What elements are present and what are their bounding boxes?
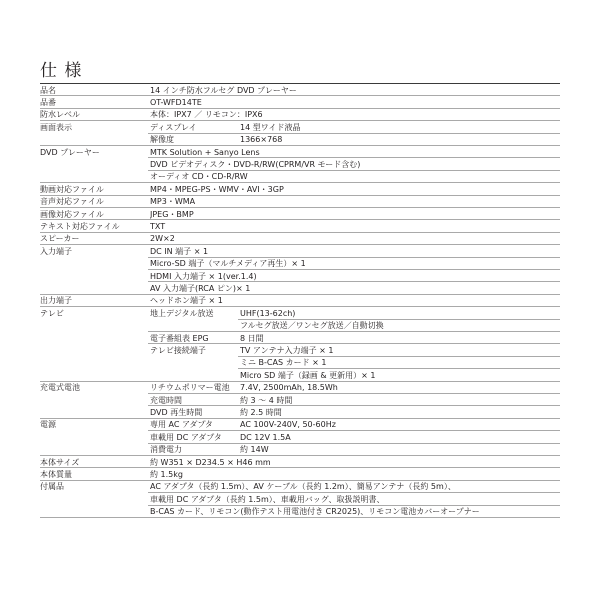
spec-row xyxy=(0,257,600,269)
spec-row xyxy=(0,319,600,331)
spec-row xyxy=(0,270,600,282)
spec-value: AV 入力端子(RCA ピン)× 1 xyxy=(150,283,251,293)
spec-label: 入力端子 xyxy=(40,246,72,256)
spec-value: 約 W351 × D234.5 × H46 mm xyxy=(150,457,271,467)
spec-row xyxy=(0,158,600,170)
spec-row xyxy=(0,96,600,108)
spec-row xyxy=(0,282,600,294)
spec-row xyxy=(0,84,600,96)
spec-value: UHF(13-62ch) xyxy=(240,308,296,318)
spec-value: 7.4V, 2500mAh, 18.5Wh xyxy=(240,383,338,393)
spec-sublabel: 専用 AC アダプタ xyxy=(150,420,213,430)
spec-row xyxy=(0,505,600,517)
spec-row xyxy=(0,456,600,468)
spec-value: 約 14W xyxy=(240,445,269,455)
spec-row xyxy=(0,307,600,319)
spec-value: 14 インチ防水フルセグ DVD プレーヤー xyxy=(150,85,297,95)
spec-label: 電源 xyxy=(40,420,56,430)
spec-label: テレビ xyxy=(40,308,64,318)
spec-row xyxy=(0,232,600,244)
spec-value: HDMI 入力端子 × 1(ver.1.4) xyxy=(150,271,257,281)
spec-label: 音声対応ファイル xyxy=(40,197,104,207)
spec-value: 1366×768 xyxy=(240,135,283,145)
spec-row xyxy=(0,468,600,480)
spec-value: 2W×2 xyxy=(150,234,175,244)
spec-sublabel: 電子番組表 EPG xyxy=(150,333,209,343)
spec-row xyxy=(0,294,600,306)
spec-row xyxy=(0,121,600,133)
spec-value: ヘッドホン端子 × 1 xyxy=(150,296,223,306)
spec-sublabel: テレビ接続端子 xyxy=(150,345,206,355)
spec-label: 品番 xyxy=(40,97,56,107)
spec-value: Micro-SD 端子（マルチメディア再生）× 1 xyxy=(150,259,306,269)
spec-value: 車載用 DC アダプタ（長約 1.5m）、車載用バッグ、取扱説明書、 xyxy=(150,494,385,504)
spec-row xyxy=(0,381,600,393)
spec-row xyxy=(0,245,600,257)
spec-row xyxy=(0,195,600,207)
spec-row xyxy=(0,443,600,455)
spec-value: OT-WFD14TE xyxy=(150,97,202,107)
spec-row xyxy=(0,208,600,220)
spec-label: 品名 xyxy=(40,85,56,95)
spec-label: DVD プレーヤー xyxy=(40,147,100,157)
spec-value: TXT xyxy=(150,221,166,231)
spec-value: Micro SD 端子（録画 & 更新用）× 1 xyxy=(240,370,376,380)
spec-row xyxy=(0,133,600,145)
spec-value: DC IN 端子 × 1 xyxy=(150,246,209,256)
spec-value: 約 1.5kg xyxy=(150,469,183,479)
spec-row xyxy=(0,220,600,232)
spec-row xyxy=(0,480,600,492)
spec-sublabel: リチウムポリマー電池 xyxy=(150,383,230,393)
spec-value: AC アダプタ（長約 1.5m）、AV ケーブル（長約 1.2m）、簡易アンテナ（長約 5m）、 xyxy=(150,482,456,492)
spec-row xyxy=(0,344,600,356)
spec-sublabel: 消費電力 xyxy=(150,445,182,455)
spec-value: 約 2.5 時間 xyxy=(240,407,282,417)
spec-row xyxy=(0,418,600,430)
spec-label: 画面表示 xyxy=(40,122,72,132)
spec-label: 防水レベル xyxy=(40,110,80,120)
spec-value: DC 12V 1.5A xyxy=(240,432,291,442)
spec-value: 本体：IPX7 ／ リモコン：IPX6 xyxy=(150,110,263,120)
spec-row xyxy=(0,146,600,158)
page-title: 仕 様 xyxy=(40,61,83,81)
spec-row xyxy=(0,369,600,381)
spec-row xyxy=(0,493,600,505)
spec-row xyxy=(0,431,600,443)
spec-value: 約 3 ～ 4 時間 xyxy=(240,395,293,405)
spec-value: オーディオ CD・CD-R/RW xyxy=(150,172,248,182)
spec-value: フルセグ放送／ワンセグ放送／自動切換 xyxy=(240,321,384,331)
spec-sublabel: 地上デジタル放送 xyxy=(150,308,214,318)
spec-row xyxy=(0,170,600,182)
spec-label: 充電式電池 xyxy=(40,383,80,393)
spec-row xyxy=(0,108,600,120)
spec-sublabel: 車載用 DC アダプタ xyxy=(150,432,222,442)
spec-value: 14 型ワイド液晶 xyxy=(240,122,301,132)
spec-label: 画像対応ファイル xyxy=(40,209,104,219)
spec-row xyxy=(0,394,600,406)
spec-value: AC 100V-240V, 50-60Hz xyxy=(240,420,336,430)
spec-row xyxy=(0,356,600,368)
spec-label: 本体サイズ xyxy=(40,457,80,467)
spec-value: JPEG・BMP xyxy=(150,209,194,219)
spec-value: TV アンテナ入力端子 × 1 xyxy=(240,345,334,355)
row-divider xyxy=(40,517,560,518)
spec-sublabel: ディスプレイ xyxy=(150,122,197,132)
spec-sublabel: 充電時間 xyxy=(150,395,182,405)
spec-value: 8 日間 xyxy=(240,333,264,343)
spec-label: 動画対応ファイル xyxy=(40,184,104,194)
spec-value: B-CAS カード、リモコン(動作テスト用電池付き CR2025)、リモコン電池カバーオープナー xyxy=(150,507,480,517)
spec-value: ミニ B-CAS カード × 1 xyxy=(240,358,327,368)
spec-sublabel: 解像度 xyxy=(150,135,174,145)
spec-row xyxy=(0,332,600,344)
spec-row xyxy=(0,406,600,418)
spec-value: MTK Solution + Sanyo Lens xyxy=(150,147,260,157)
spec-sublabel: DVD 再生時間 xyxy=(150,407,203,417)
spec-label: スピーカー xyxy=(40,234,80,244)
spec-row xyxy=(0,183,600,195)
spec-label: テキスト対応ファイル xyxy=(40,221,120,231)
spec-value: DVD ビデオディスク・DVD-R/RW(CPRM/VR モード含む) xyxy=(150,159,361,169)
spec-label: 付属品 xyxy=(40,482,64,492)
spec-value: MP3・WMA xyxy=(150,197,196,207)
spec-label: 本体質量 xyxy=(40,469,72,479)
spec-label: 出力端子 xyxy=(40,296,72,306)
spec-value: MP4・MPEG-PS・WMV・AVI・3GP xyxy=(150,184,284,194)
